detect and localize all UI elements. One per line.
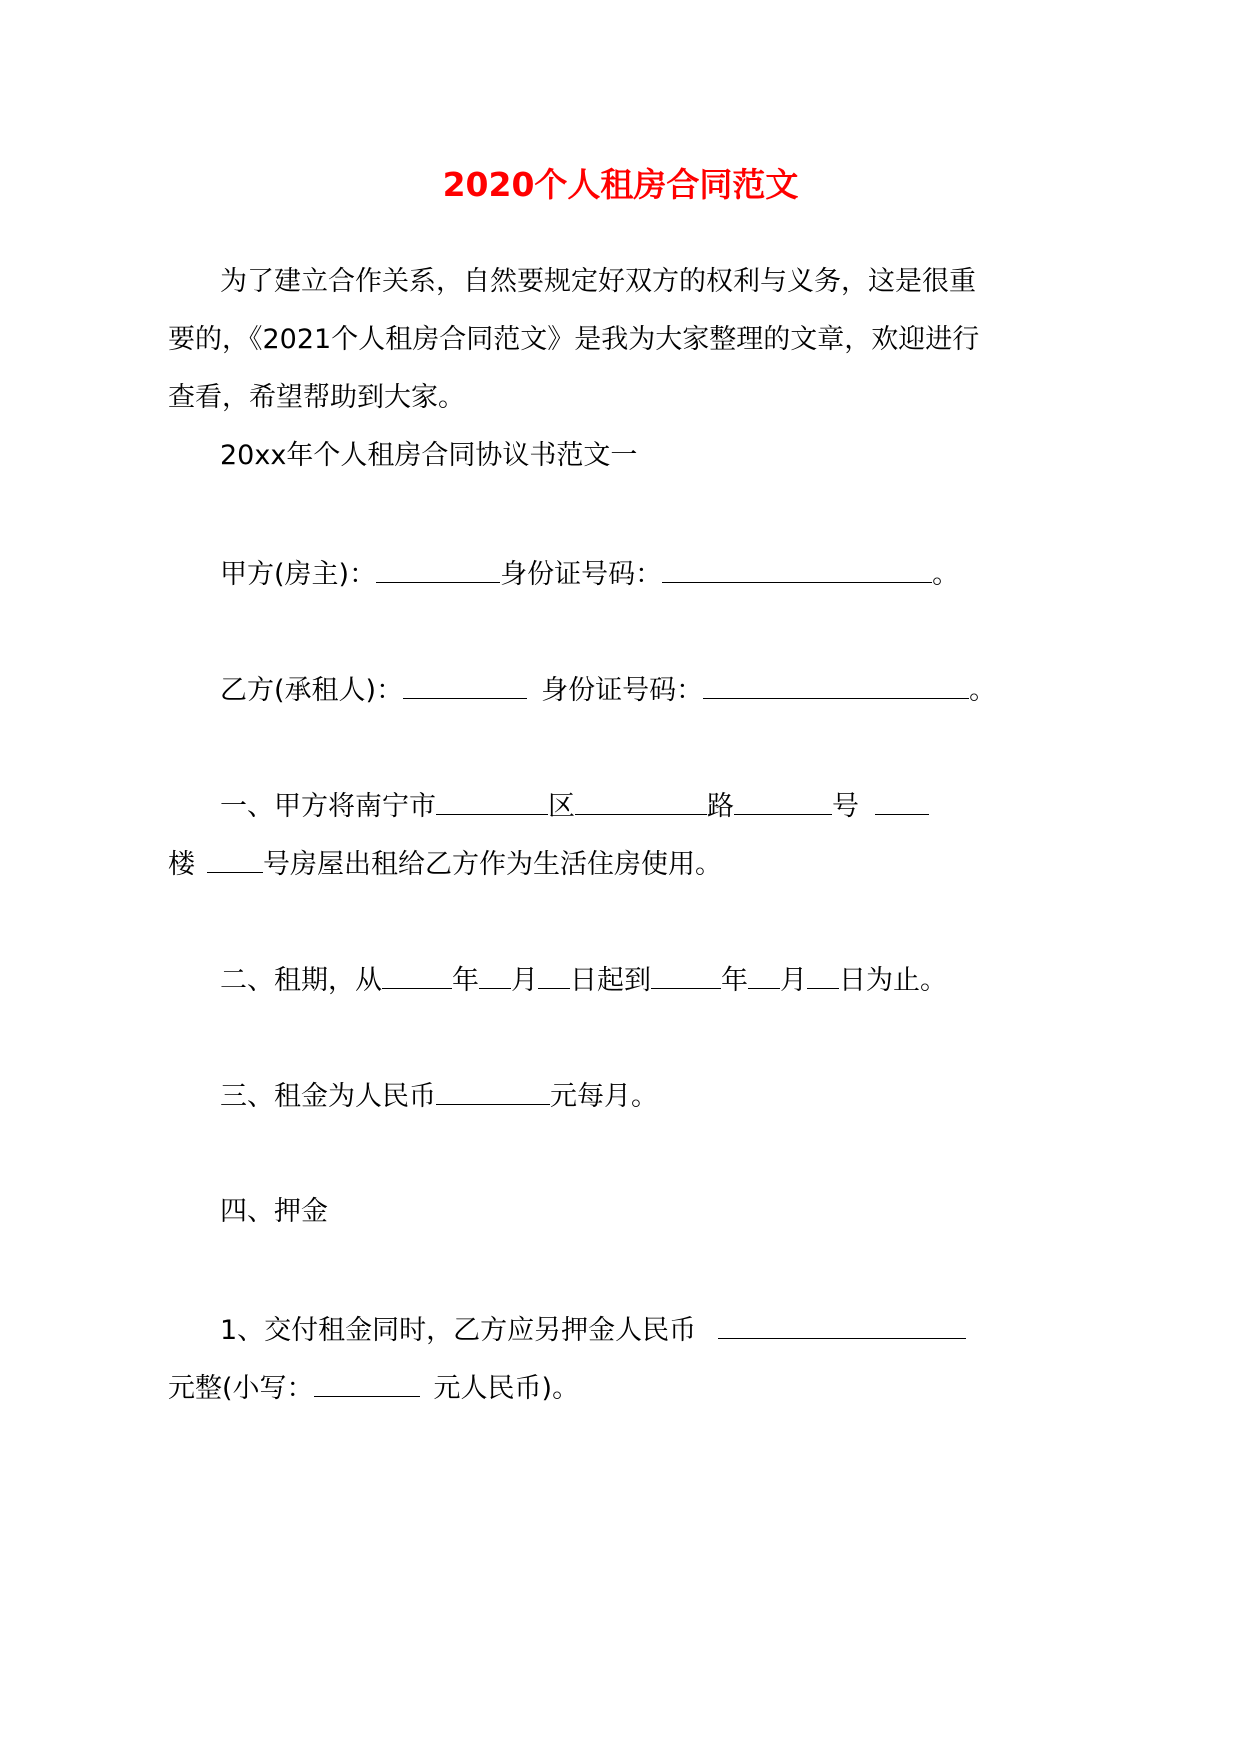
deposit-line-2-b: 元人民币)。 <box>433 1373 580 1404</box>
end-year-blank <box>651 960 721 989</box>
party-a-label: 甲方(房主)： <box>220 559 377 590</box>
document-title: 2020个人租房合同范文 <box>442 165 799 204</box>
clause-3-line <box>220 1076 658 1117</box>
deposit-amount-blank <box>718 1310 966 1339</box>
party-b-id-label: 身份证号码： <box>541 675 704 706</box>
end-month-blank <box>748 960 780 989</box>
clause-2-month2: 月 <box>780 965 807 996</box>
party-b-name-blank <box>403 670 527 699</box>
party-a-end: 。 <box>932 559 960 590</box>
district-blank <box>436 786 548 815</box>
end-day-blank <box>807 960 839 989</box>
start-year-blank <box>382 960 452 989</box>
floor-blank <box>875 786 929 815</box>
party-a-name-blank <box>376 554 500 583</box>
intro-line-2: 要的，《2021个人租房合同范文》是我为大家整理的文章，欢迎进行 <box>168 324 980 355</box>
clause-2-year: 年 <box>452 965 479 996</box>
clause-1-road: 路 <box>707 791 734 822</box>
party-b-end: 。 <box>969 675 997 706</box>
clause-1-prefix: 一、甲方将南宁市 <box>220 791 436 822</box>
clause-1-number: 号 <box>832 791 859 822</box>
start-month-blank <box>479 960 511 989</box>
road-blank <box>575 786 707 815</box>
party-a-id-label: 身份证号码： <box>500 559 663 590</box>
contract-subtitle: 20xx年个人租房合同协议书范文一 <box>220 440 638 471</box>
clause-2-month: 月 <box>511 965 538 996</box>
rent-amount-blank <box>436 1076 550 1105</box>
deposit-line-2 <box>168 1368 579 1409</box>
party-a-id-blank <box>662 554 932 583</box>
clause-2-day-end: 日为止。 <box>839 965 947 996</box>
deposit-line-2-a: 元整(小写： <box>168 1373 314 1404</box>
deposit-lowercase-blank <box>314 1368 420 1397</box>
clause-1-floor: 楼 <box>168 849 195 880</box>
clause-2-prefix: 二、租期，从 <box>220 965 382 996</box>
clause-3-suffix: 元每月。 <box>550 1081 658 1112</box>
party-a-line <box>220 554 959 595</box>
number-blank <box>734 786 832 815</box>
clause-1-district: 区 <box>548 791 575 822</box>
clause-4-heading: 四、押金 <box>220 1196 328 1227</box>
clause-1-line-2 <box>168 844 722 885</box>
clause-1-rest: 号房屋出租给乙方作为生活住房使用。 <box>263 849 722 880</box>
clause-2-day-start: 日起到 <box>570 965 651 996</box>
intro-line-1: 为了建立合作关系，自然要规定好双方的权利与义务，这是很重 <box>220 266 976 297</box>
start-day-blank <box>538 960 570 989</box>
intro-line-3: 查看，希望帮助到大家。 <box>168 382 465 413</box>
clause-3-prefix: 三、租金为人民币 <box>220 1081 436 1112</box>
deposit-line-1-text: 1、交付租金同时，乙方应另押金人民币 <box>220 1315 697 1346</box>
party-b-line <box>220 670 996 711</box>
clause-2-year2: 年 <box>721 965 748 996</box>
deposit-line-1 <box>220 1310 966 1351</box>
room-blank <box>207 844 263 873</box>
clause-2-line <box>220 960 947 1001</box>
clause-1-line-1 <box>220 786 929 827</box>
party-b-id-blank <box>703 670 969 699</box>
party-b-label: 乙方(承租人)： <box>220 675 404 706</box>
